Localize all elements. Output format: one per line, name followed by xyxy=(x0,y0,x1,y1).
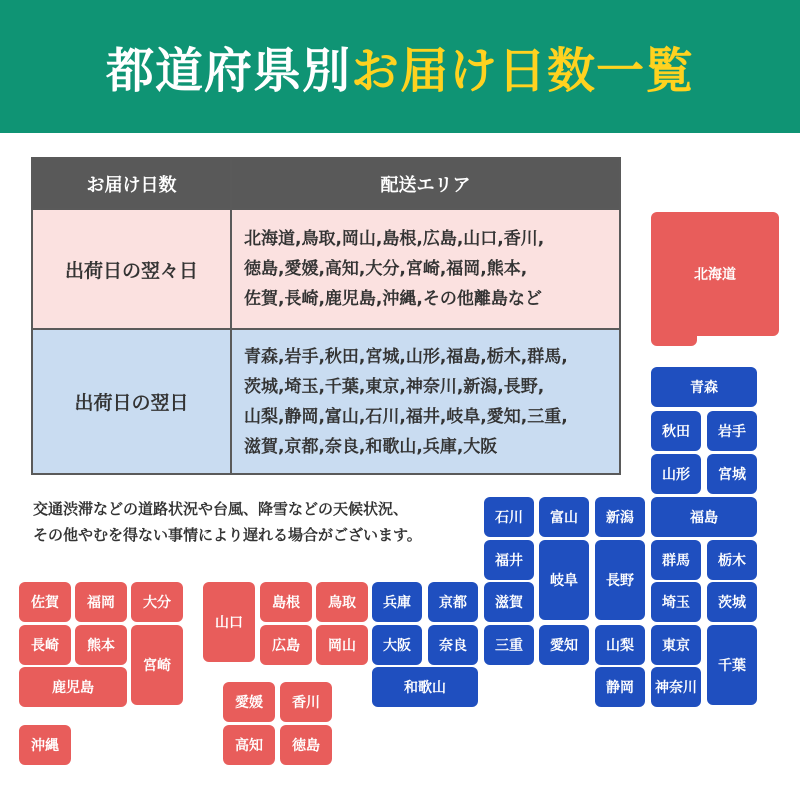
pref-tokyo: 東京 xyxy=(651,625,701,665)
pref-shimane: 島根 xyxy=(260,582,312,622)
pref-niigata: 新潟 xyxy=(595,497,645,537)
pref-hokkaido-tail xyxy=(651,326,697,346)
pref-saitama: 埼玉 xyxy=(651,582,701,622)
pref-hokkaido: 北海道 xyxy=(651,212,779,336)
pref-yamanashi: 山梨 xyxy=(595,625,645,665)
pref-fukui: 福井 xyxy=(484,540,534,580)
pref-ehime: 愛媛 xyxy=(223,682,275,722)
days-cell: 出荷日の翌日 xyxy=(32,329,231,474)
pref-nara: 奈良 xyxy=(428,625,478,665)
area-line: 北海道,鳥取,岡山,島根,広島,山口,香川, xyxy=(244,229,545,249)
pref-iwate: 岩手 xyxy=(707,411,757,451)
pref-oita: 大分 xyxy=(131,582,183,622)
pref-yamagata: 山形 xyxy=(651,454,701,494)
days-cell: 出荷日の翌々日 xyxy=(32,209,231,329)
pref-hyogo: 兵庫 xyxy=(372,582,422,622)
pref-aichi: 愛知 xyxy=(539,625,589,665)
pref-gifu: 岐阜 xyxy=(539,540,589,620)
pref-fukuoka: 福岡 xyxy=(75,582,127,622)
pref-toyama: 富山 xyxy=(539,497,589,537)
area-line: 茨城,埼玉,千葉,東京,神奈川,新潟,長野, xyxy=(244,376,545,397)
notice-line: 交通渋滞などの道路状況や台風、降雪などの天候状況、 xyxy=(33,500,409,518)
table-row-two-days xyxy=(32,209,620,329)
pref-okayama: 岡山 xyxy=(316,625,368,665)
area-cell xyxy=(231,209,620,329)
pref-shizuoka: 静岡 xyxy=(595,667,645,707)
table-row-next-day xyxy=(32,329,620,474)
page-title xyxy=(0,0,800,133)
pref-tottori: 鳥取 xyxy=(316,582,368,622)
column-header-area: 配送エリア xyxy=(231,158,620,209)
pref-chiba: 千葉 xyxy=(707,625,757,705)
column-header-days: お届け日数 xyxy=(32,158,231,209)
pref-aomori: 青森 xyxy=(651,367,757,407)
area-line: 徳島,愛媛,高知,大分,宮崎,福岡,熊本, xyxy=(244,259,528,279)
delay-notice xyxy=(33,496,422,548)
title-white-part: 都道府県別 xyxy=(105,43,351,99)
area-line: 滋賀,京都,奈良,和歌山,兵庫,大阪 xyxy=(244,436,498,457)
pref-miyagi: 宮城 xyxy=(707,454,757,494)
pref-akita: 秋田 xyxy=(651,411,701,451)
pref-osaka: 大阪 xyxy=(372,625,422,665)
area-cell xyxy=(231,329,620,474)
pref-ishikawa: 石川 xyxy=(484,497,534,537)
pref-tokushima: 徳島 xyxy=(280,725,332,765)
area-line: 佐賀,長崎,鹿児島,沖縄,その他離島など xyxy=(244,289,542,309)
pref-gunma: 群馬 xyxy=(651,540,701,580)
pref-fukushima: 福島 xyxy=(651,497,757,537)
pref-kagawa: 香川 xyxy=(280,682,332,722)
pref-saga: 佐賀 xyxy=(19,582,71,622)
pref-yamaguchi: 山口 xyxy=(203,582,255,662)
pref-nagasaki: 長崎 xyxy=(19,625,71,665)
pref-kochi: 高知 xyxy=(223,725,275,765)
pref-mie: 三重 xyxy=(484,625,534,665)
pref-ibaraki: 茨城 xyxy=(707,582,757,622)
table-header-row xyxy=(32,158,620,209)
pref-miyazaki: 宮崎 xyxy=(131,625,183,705)
pref-kanagawa: 神奈川 xyxy=(651,667,701,707)
title-yellow-part: お届け日数一覧 xyxy=(351,43,695,99)
pref-nagano: 長野 xyxy=(595,540,645,620)
pref-kyoto: 京都 xyxy=(428,582,478,622)
pref-shiga: 滋賀 xyxy=(484,582,534,622)
pref-wakayama: 和歌山 xyxy=(372,667,478,707)
delivery-days-table xyxy=(31,157,621,475)
pref-kagoshima: 鹿児島 xyxy=(19,667,127,707)
pref-tochigi: 栃木 xyxy=(707,540,757,580)
notice-line: その他やむを得ない事情により遅れる場合がございます。 xyxy=(33,526,422,544)
pref-hiroshima: 広島 xyxy=(260,625,312,665)
area-line: 青森,岩手,秋田,宮城,山形,福島,栃木,群馬, xyxy=(244,346,568,367)
area-line: 山梨,静岡,富山,石川,福井,岐阜,愛知,三重, xyxy=(244,406,568,427)
pref-okinawa: 沖縄 xyxy=(19,725,71,765)
pref-kumamoto: 熊本 xyxy=(75,625,127,665)
